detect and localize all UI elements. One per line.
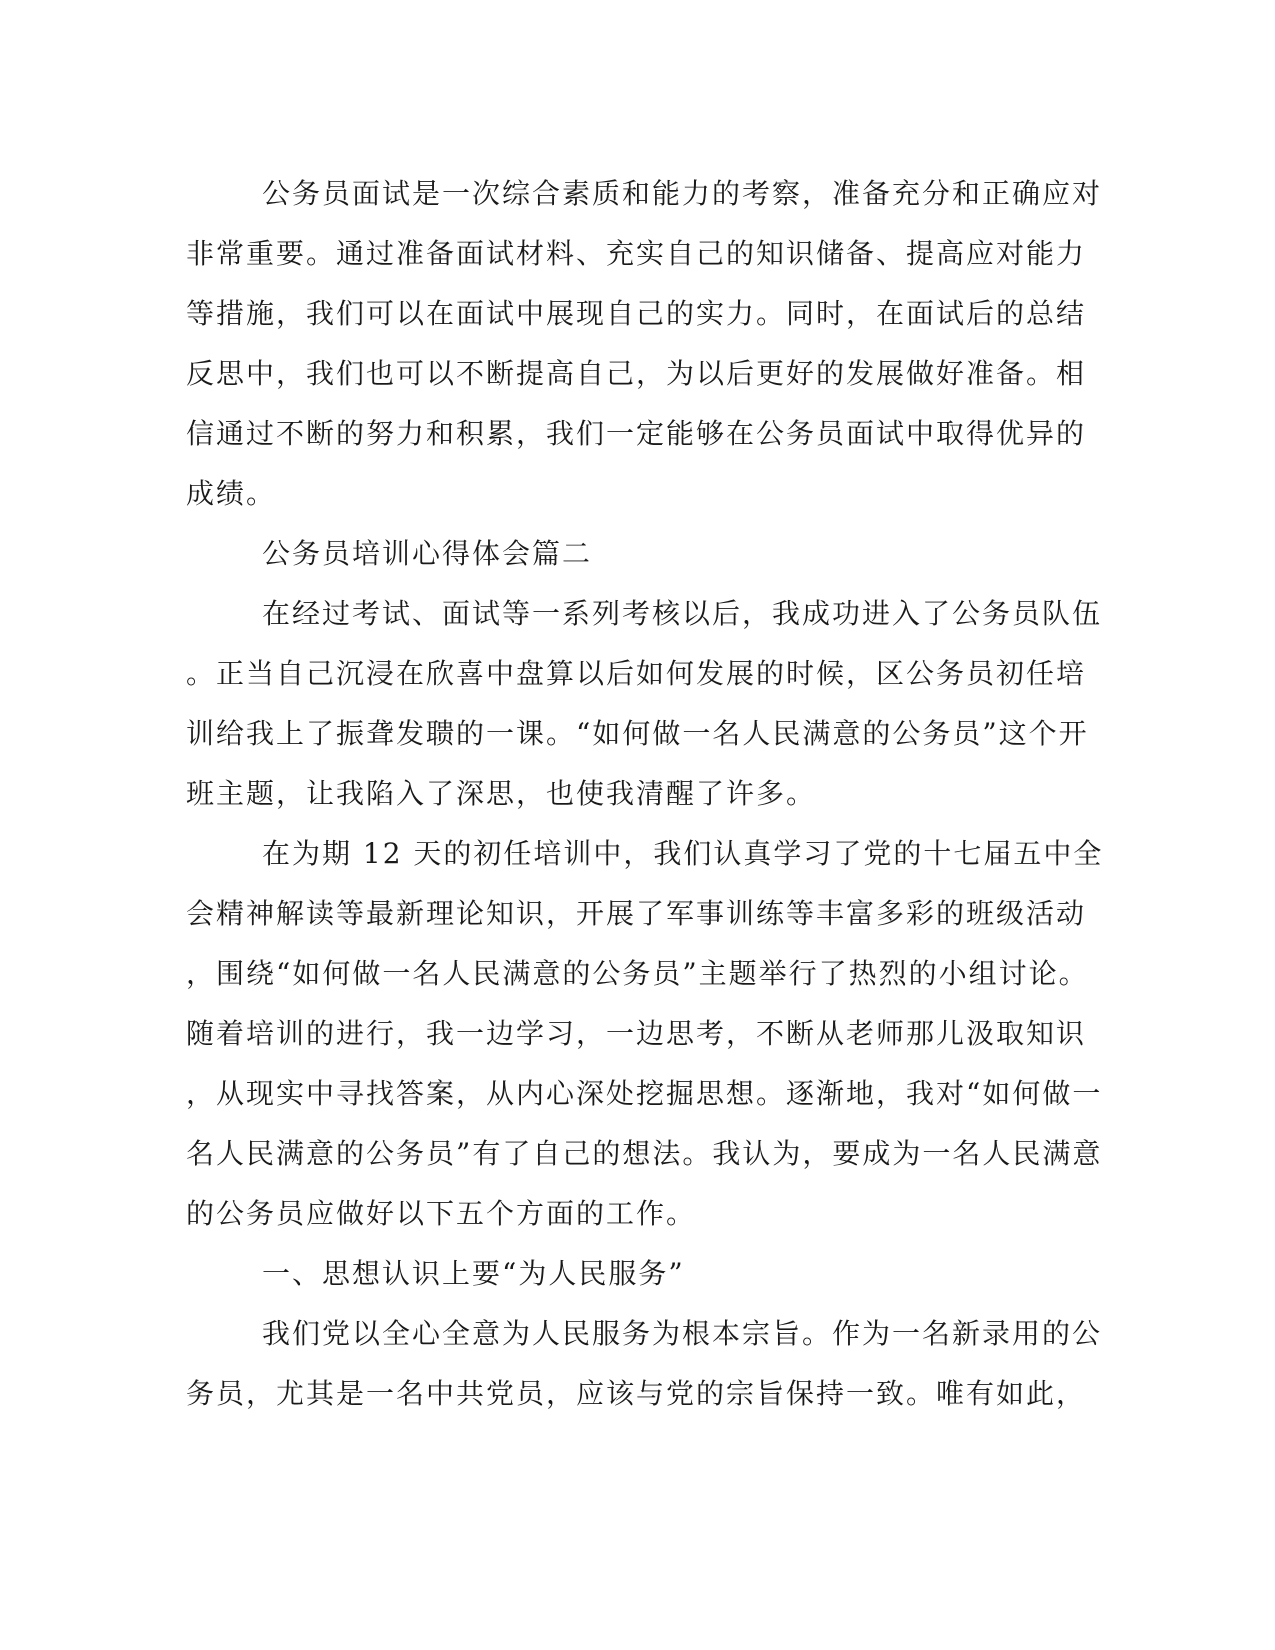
paragraph-3 [186,824,1104,1244]
paragraph-line: 名人民满意的公务员”有了自己的想法。我认为，要成为一名人民满意 [186,1137,1103,1170]
paragraph-line: 务员，尤其是一名中共党员，应该与党的宗旨保持一致。唯有如此， [186,1377,1087,1410]
paragraph-line: 信通过不断的努力和积累，我们一定能够在公务员面试中取得优异的 [186,417,1087,450]
paragraph-line: 随着培训的进行，我一边学习，一边思考，不断从老师那儿汲取知识 [186,1017,1087,1050]
paragraph-line: 训给我上了振聋发聩的一课。“如何做一名人民满意的公务员”这个开 [186,717,1089,750]
paragraph-line: 在为期 12 天的初任培训中，我们认真学习了党的十七届五中全 [262,837,1104,870]
paragraph-line: 会精神解读等最新理论知识，开展了军事训练等丰富多彩的班级活动 [186,897,1087,930]
paragraph-line: ，围绕“如何做一名人民满意的公务员”主题举行了热烈的小组讨论。 [186,957,1089,990]
paragraph-line: 非常重要。通过准备面试材料、充实自己的知识储备、提高应对能力 [186,237,1087,270]
paragraph-line: 成绩。 [186,477,277,510]
paragraph-line: 反思中，我们也可以不断提高自己，为以后更好的发展做好准备。相 [186,357,1087,390]
paragraph-line: 公务员面试是一次综合素质和能力的考察，准备充分和正确应对 [262,177,1103,210]
paragraph-line: ，从现实中寻找答案，从内心深处挖掘思想。逐渐地，我对“如何做一 [186,1077,1103,1110]
section-heading-1 [186,524,1076,584]
paragraph-line: 等措施，我们可以在面试中展现自己的实力。同时，在面试后的总结 [186,297,1087,330]
paragraph-4 [186,1304,1103,1424]
heading-text: 一、思想认识上要“为人民服务” [262,1257,685,1290]
paragraph-line: 我们党以全心全意为人民服务为根本宗旨。作为一名新录用的公 [262,1317,1103,1350]
paragraph-1 [186,164,1103,524]
paragraph-line: 的公务员应做好以下五个方面的工作。 [186,1197,697,1230]
heading-text: 公务员培训心得体会篇二 [262,537,593,570]
document-body [186,164,1104,1424]
paragraph-line: 。正当自己沉浸在欣喜中盘算以后如何发展的时候，区公务员初任培 [186,657,1087,690]
paragraph-line: 在经过考试、面试等一系列考核以后，我成功进入了公务员队伍 [262,597,1103,630]
paragraph-line: 班主题，让我陷入了深思，也使我清醒了许多。 [186,777,817,810]
section-heading-2 [186,1244,1076,1304]
paragraph-2 [186,584,1103,824]
